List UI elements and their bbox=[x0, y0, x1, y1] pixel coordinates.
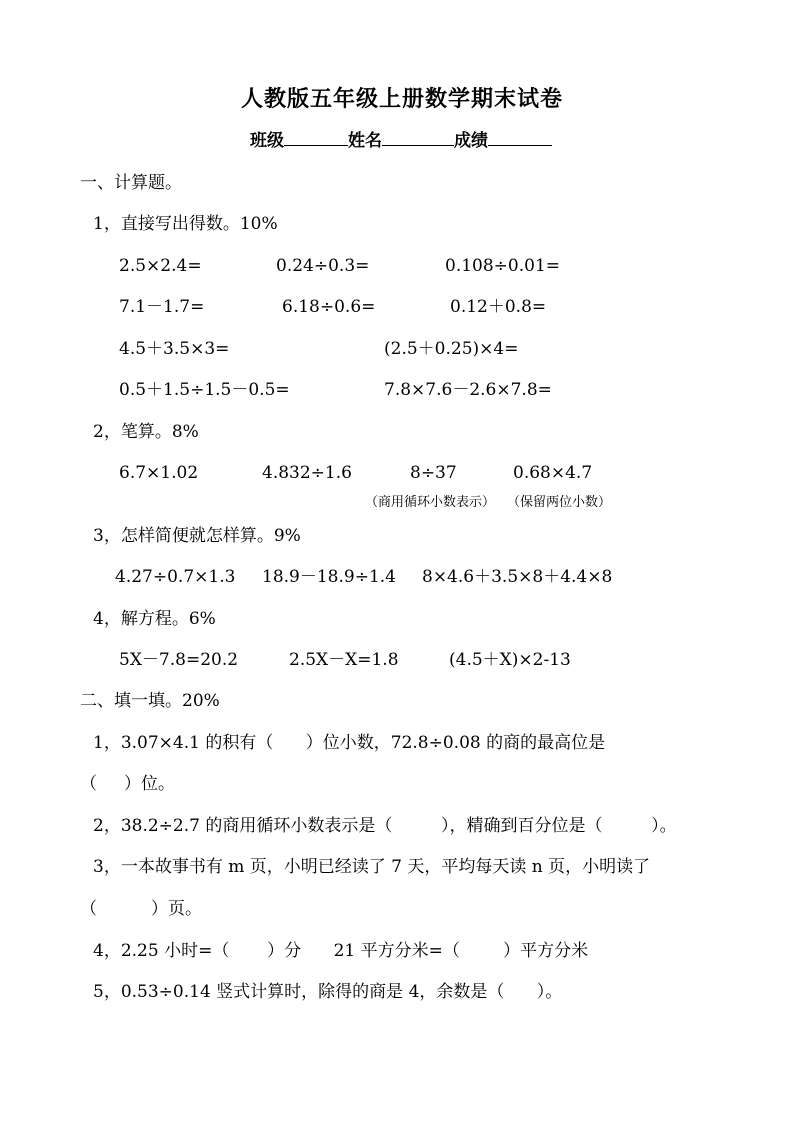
q2-note: （商用循环小数表示） bbox=[365, 495, 496, 510]
class-blank[interactable] bbox=[284, 131, 348, 146]
q1-item: 0.12＋0.8= bbox=[450, 297, 547, 317]
section2-heading: 二、填一填。20% bbox=[80, 691, 220, 711]
name-blank[interactable] bbox=[382, 131, 454, 146]
q1-label: 1，直接写出得数。10% bbox=[93, 214, 278, 234]
q2-label: 2，笔算。8% bbox=[93, 422, 199, 442]
q4-label: 4，解方程。6% bbox=[93, 609, 216, 629]
fill-question-line: 2，38.2÷2.7 的商用循环小数表示是（ ），精确到百分位是（ ）。 bbox=[93, 816, 677, 836]
score-blank[interactable] bbox=[488, 131, 552, 146]
q3-item: 18.9－18.9÷1.4 bbox=[262, 567, 396, 587]
q1-item: 7.8×7.6－2.6×7.8= bbox=[384, 380, 552, 400]
q4-item: 5X－7.8=20.2 bbox=[119, 650, 239, 670]
student-info-line bbox=[250, 130, 552, 152]
q4-item: 2.5X－X=1.8 bbox=[289, 650, 399, 670]
q2-item: 8÷37 bbox=[410, 463, 457, 483]
score-label: 成绩 bbox=[454, 131, 488, 151]
page-title: 人教版五年级上册数学期末试卷 bbox=[241, 86, 564, 112]
q1-item: 0.24÷0.3= bbox=[276, 256, 370, 276]
fill-question-line: 5，0.53÷0.14 竖式计算时，除得的商是 4，余数是（ ）。 bbox=[93, 982, 563, 1002]
q3-item: 8×4.6＋3.5×8＋4.4×8 bbox=[422, 567, 613, 587]
fill-question-line: 1，3.07×4.1 的积有（ ）位小数，72.8÷0.08 的商的最高位是 bbox=[93, 733, 606, 753]
q1-item: 0.5＋1.5÷1.5－0.5= bbox=[119, 380, 290, 400]
q1-item: 4.5＋3.5×3= bbox=[119, 339, 230, 359]
fill-question-line: 4，2.25 小时=（ ）分 21 平方分米=（ ）平方分米 bbox=[93, 941, 589, 961]
class-label: 班级 bbox=[250, 131, 284, 151]
q2-item: 4.832÷1.6 bbox=[262, 463, 352, 483]
name-label: 姓名 bbox=[348, 131, 382, 151]
q1-item: 7.1－1.7= bbox=[119, 297, 205, 317]
q1-item: 6.18÷0.6= bbox=[282, 297, 376, 317]
q1-item: 0.108÷0.01= bbox=[445, 256, 561, 276]
q4-item: (4.5＋X)×2-13 bbox=[449, 650, 571, 670]
fill-question-line: （ ）位。 bbox=[80, 774, 176, 794]
q2-note: （保留两位小数） bbox=[507, 495, 612, 510]
q1-item: 2.5×2.4= bbox=[119, 256, 202, 276]
section1-heading: 一、计算题。 bbox=[80, 173, 182, 193]
fill-question-line: 3，一本故事书有 m 页，小明已经读了 7 天，平均每天读 n 页，小明读了 bbox=[93, 857, 651, 877]
q2-item: 6.7×1.02 bbox=[119, 463, 199, 483]
q1-item: (2.5＋0.25)×4= bbox=[384, 339, 519, 359]
q3-item: 4.27÷0.7×1.3 bbox=[115, 567, 236, 587]
q3-label: 3，怎样简便就怎样算。9% bbox=[93, 526, 301, 546]
q2-item: 0.68×4.7 bbox=[513, 463, 593, 483]
fill-question-line: （ ）页。 bbox=[80, 899, 203, 919]
